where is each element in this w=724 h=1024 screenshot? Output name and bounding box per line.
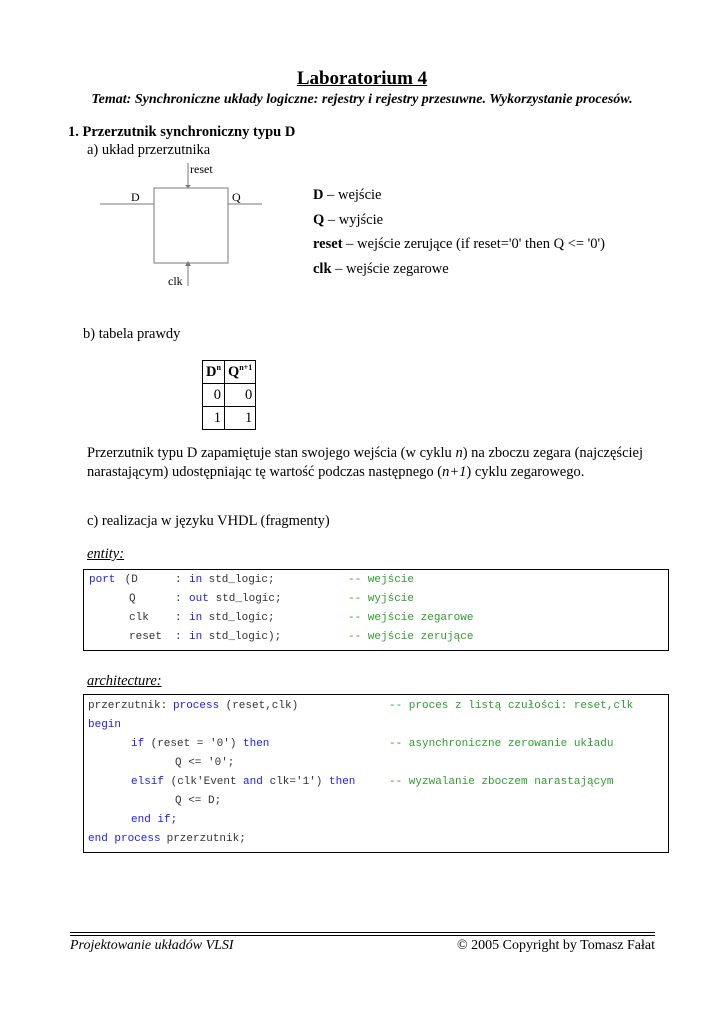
code-line: reset : in std_logic); -- wejście zerujące xyxy=(129,631,474,643)
code-line: port (D : in std_logic; -- wejście xyxy=(89,574,415,586)
code-line: Q <= '0'; xyxy=(175,757,235,769)
code-line: clk : in std_logic; -- wejście zegarowe xyxy=(129,612,474,624)
subsection-a-label: a) układ przerzutnika xyxy=(87,142,211,158)
code-line: end process przerzutnik; xyxy=(88,833,246,845)
footer-course: Projektowanie układów VLSI xyxy=(70,938,234,953)
truth-header-d: $D^n$ xyxy=(203,361,225,384)
code-line: przerzutnik: process (reset,clk) -- proces z listą czułości: reset,clk xyxy=(88,700,634,712)
footer-copyright: © 2005 Copyright by Tomasz Fałat xyxy=(457,938,655,953)
table-row: 1 1 xyxy=(203,407,256,430)
desc-reset: reset – wejście zerujące (if reset='0' then Q <= '0') xyxy=(313,236,605,252)
subsection-c-label: c) realizacja w języku VHDL (fragmenty) xyxy=(87,513,330,529)
desc-d: D – wejście xyxy=(313,187,382,203)
code-line: Q : out std_logic; -- wyjście xyxy=(129,593,415,605)
truth-header-q: $Q^{n+1}$ xyxy=(224,361,255,384)
section-heading: 1. Przerzutnik synchroniczny typu D xyxy=(68,124,296,140)
clk-label: clk xyxy=(168,274,183,288)
table-row: 0 0 xyxy=(203,384,256,407)
desc-clk: clk – wejście zegarowe xyxy=(313,261,449,277)
d-flipflop-diagram xyxy=(100,158,280,293)
subsection-b-label: b) tabela prawdy xyxy=(83,326,181,342)
q-label: Q xyxy=(232,190,241,204)
code-line: end if; xyxy=(131,814,178,826)
code-line: elsif (clk'Event and clk='1') then -- wyzwalanie zboczem narastającym xyxy=(131,776,614,788)
description-paragraph: Przerzutnik typu D zapamiętuje stan swojego wejścia (w cyklu n) na zboczu zegara (najczęściej narastającym) udostępniając tę wartość podczas następnego (n+1) cyklu zegarowego. xyxy=(87,445,644,480)
page-subtitle: Temat: Synchroniczne układy logiczne: rejestry i rejestry przesuwne. Wykorzystanie procesów. xyxy=(91,92,633,107)
d-label: D xyxy=(131,190,140,204)
code-line: begin xyxy=(88,719,122,731)
reset-label: reset xyxy=(190,162,213,176)
code-line: if (reset = '0') then -- asynchroniczne zerowanie układu xyxy=(131,738,614,750)
footer-rule xyxy=(70,935,655,936)
page-title: Laboratorium 4 xyxy=(296,68,428,89)
entity-label: entity: xyxy=(87,546,125,562)
entity-code-block xyxy=(83,569,669,651)
footer-rule xyxy=(70,932,655,933)
architecture-label: architecture: xyxy=(87,673,162,689)
architecture-code-block xyxy=(83,694,669,853)
flipflop-body xyxy=(154,188,228,263)
desc-q: Q – wyjście xyxy=(313,212,384,228)
truth-table xyxy=(202,360,256,430)
code-line: Q <= D; xyxy=(175,795,222,807)
